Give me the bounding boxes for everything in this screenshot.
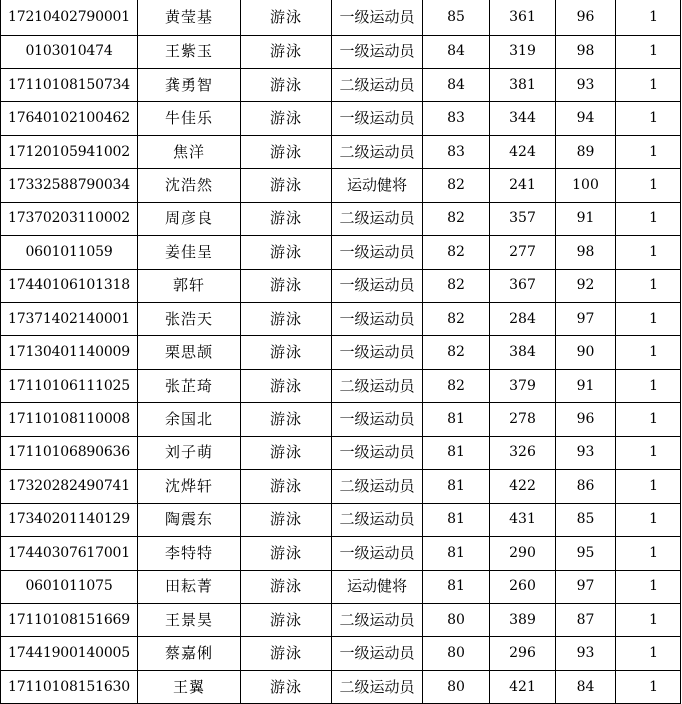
score-b-cell: 422	[490, 470, 556, 503]
score-a-cell: 82	[423, 202, 490, 235]
score-c-cell: 100	[556, 169, 616, 202]
score-a-cell: 84	[423, 35, 490, 68]
athlete-grade-cell: 二级运动员	[332, 369, 423, 402]
score-d-cell: 1	[616, 135, 681, 168]
athlete-grade-cell: 运动健将	[332, 570, 423, 603]
athlete-id-cell: 17332588790034	[1, 169, 138, 202]
score-b-cell: 357	[490, 202, 556, 235]
athlete-name-cell: 姜佳呈	[138, 236, 241, 269]
score-d-cell: 1	[616, 570, 681, 603]
athlete-name-cell: 王紫玉	[138, 35, 241, 68]
score-d-cell: 1	[616, 35, 681, 68]
score-d-cell: 1	[616, 236, 681, 269]
athlete-name-cell: 王翼	[138, 670, 241, 703]
score-c-cell: 93	[556, 436, 616, 469]
event-cell: 游泳	[241, 369, 332, 402]
score-c-cell: 96	[556, 403, 616, 436]
athlete-id-cell: 0601011075	[1, 570, 138, 603]
event-cell: 游泳	[241, 0, 332, 35]
table-row	[1, 369, 681, 402]
athlete-grade-cell: 一级运动员	[332, 303, 423, 336]
score-b-cell: 284	[490, 303, 556, 336]
athlete-id-cell: 0103010474	[1, 35, 138, 68]
table-row	[1, 336, 681, 369]
event-cell: 游泳	[241, 537, 332, 570]
score-b-cell: 290	[490, 537, 556, 570]
score-c-cell: 91	[556, 369, 616, 402]
table-row	[1, 135, 681, 168]
athlete-name-cell: 王景昊	[138, 603, 241, 636]
event-cell: 游泳	[241, 503, 332, 536]
athlete-grade-cell: 二级运动员	[332, 202, 423, 235]
score-a-cell: 82	[423, 269, 490, 302]
event-cell: 游泳	[241, 169, 332, 202]
score-b-cell: 381	[490, 68, 556, 101]
score-c-cell: 95	[556, 537, 616, 570]
table-row	[1, 35, 681, 68]
athlete-grade-cell: 运动健将	[332, 169, 423, 202]
score-c-cell: 98	[556, 35, 616, 68]
score-c-cell: 93	[556, 68, 616, 101]
table-row	[1, 236, 681, 269]
score-c-cell: 84	[556, 670, 616, 703]
event-cell: 游泳	[241, 68, 332, 101]
event-cell: 游泳	[241, 35, 332, 68]
athlete-name-cell: 牛佳乐	[138, 102, 241, 135]
athlete-table-body	[1, 0, 681, 704]
score-a-cell: 83	[423, 102, 490, 135]
score-d-cell: 1	[616, 303, 681, 336]
athlete-grade-cell: 一级运动员	[332, 35, 423, 68]
athlete-id-cell: 17320282490741	[1, 470, 138, 503]
athlete-id-cell: 17110106890636	[1, 436, 138, 469]
athlete-id-cell: 17640102100462	[1, 102, 138, 135]
score-a-cell: 82	[423, 369, 490, 402]
event-cell: 游泳	[241, 403, 332, 436]
score-d-cell: 1	[616, 470, 681, 503]
athlete-id-cell: 17120105941002	[1, 135, 138, 168]
table-row	[1, 470, 681, 503]
athlete-id-cell: 17371402140001	[1, 303, 138, 336]
score-a-cell: 83	[423, 135, 490, 168]
score-a-cell: 81	[423, 470, 490, 503]
score-c-cell: 97	[556, 570, 616, 603]
score-b-cell: 326	[490, 436, 556, 469]
athlete-grade-cell: 一级运动员	[332, 336, 423, 369]
athlete-grade-cell: 一级运动员	[332, 403, 423, 436]
event-cell: 游泳	[241, 670, 332, 703]
athlete-name-cell: 龚勇智	[138, 68, 241, 101]
score-d-cell: 1	[616, 503, 681, 536]
athlete-name-cell: 李特特	[138, 537, 241, 570]
score-c-cell: 89	[556, 135, 616, 168]
athlete-id-cell: 17110108110008	[1, 403, 138, 436]
athlete-id-cell: 17440307617001	[1, 537, 138, 570]
athlete-id-cell: 17110108151630	[1, 670, 138, 703]
table-row	[1, 403, 681, 436]
event-cell: 游泳	[241, 336, 332, 369]
athlete-grade-cell: 二级运动员	[332, 470, 423, 503]
athlete-grade-cell: 一级运动员	[332, 0, 423, 35]
score-d-cell: 1	[616, 68, 681, 101]
athlete-id-cell: 17110108150734	[1, 68, 138, 101]
score-d-cell: 1	[616, 369, 681, 402]
score-c-cell: 85	[556, 503, 616, 536]
table-row	[1, 570, 681, 603]
athlete-id-cell: 0601011059	[1, 236, 138, 269]
athlete-name-cell: 田耘菁	[138, 570, 241, 603]
score-a-cell: 82	[423, 303, 490, 336]
score-c-cell: 87	[556, 603, 616, 636]
athlete-grade-cell: 二级运动员	[332, 603, 423, 636]
score-d-cell: 1	[616, 603, 681, 636]
athlete-grade-cell: 一级运动员	[332, 436, 423, 469]
event-cell: 游泳	[241, 303, 332, 336]
athlete-id-cell: 17210402790001	[1, 0, 138, 35]
athlete-name-cell: 郭轩	[138, 269, 241, 302]
athlete-grade-cell: 二级运动员	[332, 68, 423, 101]
score-d-cell: 1	[616, 0, 681, 35]
athlete-name-cell: 沈烨轩	[138, 470, 241, 503]
event-cell: 游泳	[241, 603, 332, 636]
score-a-cell: 81	[423, 436, 490, 469]
event-cell: 游泳	[241, 570, 332, 603]
table-row	[1, 503, 681, 536]
score-a-cell: 80	[423, 603, 490, 636]
score-b-cell: 296	[490, 637, 556, 670]
athlete-name-cell: 周彦良	[138, 202, 241, 235]
athlete-id-cell: 17370203110002	[1, 202, 138, 235]
score-d-cell: 1	[616, 403, 681, 436]
athlete-name-cell: 余国北	[138, 403, 241, 436]
score-c-cell: 93	[556, 637, 616, 670]
event-cell: 游泳	[241, 202, 332, 235]
table-row	[1, 303, 681, 336]
athlete-grade-cell: 二级运动员	[332, 670, 423, 703]
table-row	[1, 670, 681, 703]
score-a-cell: 82	[423, 336, 490, 369]
score-b-cell: 319	[490, 35, 556, 68]
score-a-cell: 85	[423, 0, 490, 35]
table-row	[1, 102, 681, 135]
score-a-cell: 82	[423, 169, 490, 202]
score-d-cell: 1	[616, 637, 681, 670]
event-cell: 游泳	[241, 269, 332, 302]
athlete-grade-cell: 一级运动员	[332, 102, 423, 135]
athlete-grade-cell: 一级运动员	[332, 537, 423, 570]
athlete-grade-cell: 一级运动员	[332, 236, 423, 269]
event-cell: 游泳	[241, 102, 332, 135]
athlete-name-cell: 沈浩然	[138, 169, 241, 202]
athlete-name-cell: 张浩天	[138, 303, 241, 336]
table-row	[1, 637, 681, 670]
score-d-cell: 1	[616, 336, 681, 369]
score-b-cell: 379	[490, 369, 556, 402]
athlete-name-cell: 陶震东	[138, 503, 241, 536]
athlete-id-cell: 17441900140005	[1, 637, 138, 670]
score-c-cell: 97	[556, 303, 616, 336]
score-a-cell: 81	[423, 503, 490, 536]
athlete-name-cell: 焦洋	[138, 135, 241, 168]
score-b-cell: 277	[490, 236, 556, 269]
table-row	[1, 537, 681, 570]
table-row	[1, 68, 681, 101]
table-row	[1, 202, 681, 235]
table-row	[1, 269, 681, 302]
score-b-cell: 241	[490, 169, 556, 202]
score-b-cell: 260	[490, 570, 556, 603]
score-b-cell: 424	[490, 135, 556, 168]
athlete-name-cell: 黄莹基	[138, 0, 241, 35]
table-row	[1, 603, 681, 636]
score-d-cell: 1	[616, 169, 681, 202]
score-c-cell: 94	[556, 102, 616, 135]
athlete-grade-cell: 二级运动员	[332, 503, 423, 536]
score-a-cell: 81	[423, 403, 490, 436]
athlete-grade-cell: 二级运动员	[332, 135, 423, 168]
score-d-cell: 1	[616, 537, 681, 570]
athlete-grade-cell: 一级运动员	[332, 637, 423, 670]
score-a-cell: 80	[423, 637, 490, 670]
score-b-cell: 384	[490, 336, 556, 369]
event-cell: 游泳	[241, 236, 332, 269]
score-c-cell: 91	[556, 202, 616, 235]
event-cell: 游泳	[241, 470, 332, 503]
score-a-cell: 81	[423, 537, 490, 570]
athlete-grade-cell: 一级运动员	[332, 269, 423, 302]
score-b-cell: 278	[490, 403, 556, 436]
athlete-name-cell: 刘子萌	[138, 436, 241, 469]
score-c-cell: 86	[556, 470, 616, 503]
score-b-cell: 361	[490, 0, 556, 35]
table-row	[1, 436, 681, 469]
score-b-cell: 431	[490, 503, 556, 536]
athlete-id-cell: 17110106111025	[1, 369, 138, 402]
athlete-name-cell: 张芷琦	[138, 369, 241, 402]
table-row	[1, 169, 681, 202]
athlete-name-cell: 栗思颉	[138, 336, 241, 369]
event-cell: 游泳	[241, 135, 332, 168]
score-a-cell: 82	[423, 236, 490, 269]
score-a-cell: 84	[423, 68, 490, 101]
score-c-cell: 98	[556, 236, 616, 269]
score-d-cell: 1	[616, 102, 681, 135]
score-b-cell: 367	[490, 269, 556, 302]
score-b-cell: 344	[490, 102, 556, 135]
score-c-cell: 96	[556, 0, 616, 35]
event-cell: 游泳	[241, 637, 332, 670]
score-c-cell: 92	[556, 269, 616, 302]
score-b-cell: 421	[490, 670, 556, 703]
score-a-cell: 80	[423, 670, 490, 703]
score-d-cell: 1	[616, 269, 681, 302]
athlete-id-cell: 17440106101318	[1, 269, 138, 302]
score-d-cell: 1	[616, 670, 681, 703]
athlete-id-cell: 17340201140129	[1, 503, 138, 536]
score-d-cell: 1	[616, 202, 681, 235]
score-d-cell: 1	[616, 436, 681, 469]
athlete-id-cell: 17110108151669	[1, 603, 138, 636]
score-c-cell: 90	[556, 336, 616, 369]
score-a-cell: 81	[423, 570, 490, 603]
event-cell: 游泳	[241, 436, 332, 469]
athlete-id-cell: 17130401140009	[1, 336, 138, 369]
table-row	[1, 0, 681, 35]
score-b-cell: 389	[490, 603, 556, 636]
athlete-name-cell: 蔡嘉俐	[138, 637, 241, 670]
